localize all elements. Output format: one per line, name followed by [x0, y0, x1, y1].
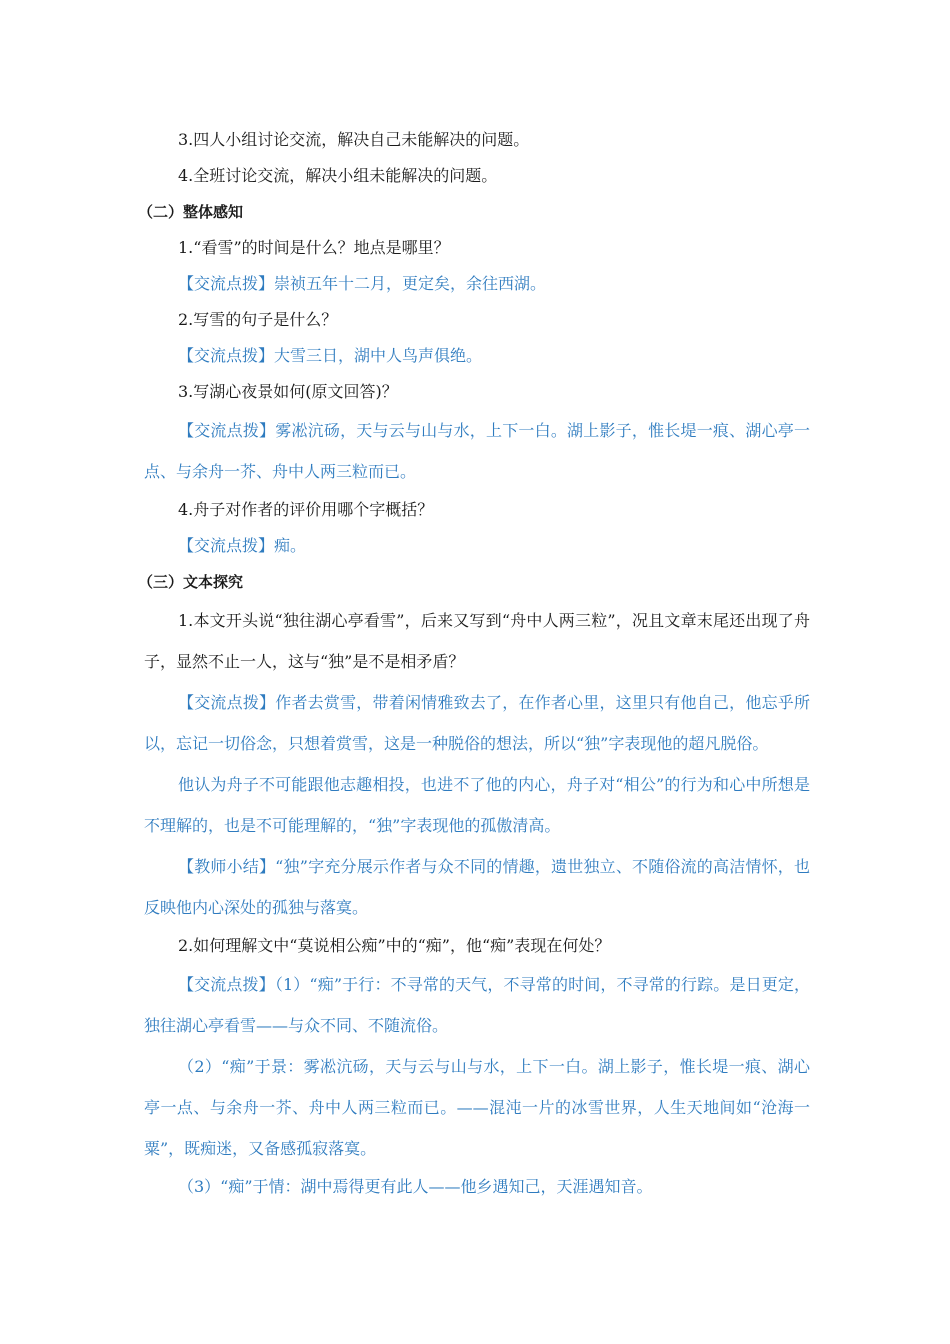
answer-5-part-1: 【交流点拨】作者去赏雪，带着闲情雅致去了，在作者心里，这里只有他自己，他忘乎所以，忘记一切俗念，只想着赏雪，这是一种脱俗的想法，所以“独”字表现他的超凡脱俗。	[144, 693, 810, 753]
question-6: 2.如何理解文中“莫说相公痴”中的“痴”，他“痴”表现在何处？	[178, 936, 611, 955]
answer-5-part-2: 他认为舟子不可能跟他志趣相投，也进不了他的内心，舟子对“相公”的行为和心中所想是不理解的，也是不可能理解的，“独”字表现他的孤傲清高。	[144, 775, 810, 835]
question-1: 1.“看雪”的时间是什么？地点是哪里？	[178, 238, 450, 257]
answer-6-part-1: 【交流点拨】（1）“痴”于行：不寻常的天气，不寻常的时间，不寻常的行踪。是日更定，独往湖心亭看雪——与众不同、不随流俗。	[144, 975, 810, 1035]
answer-2: 【交流点拨】大雪三日，湖中人鸟声俱绝。	[178, 346, 483, 365]
answer-1: 【交流点拨】崇祯五年十二月，更定矣，余往西湖。	[178, 274, 547, 293]
section-heading-overall: （二）整体感知	[138, 203, 244, 221]
question-2: 2.写雪的句子是什么？	[178, 310, 338, 329]
step-4-text: 4.全班讨论交流，解决小组未能解决的问题。	[178, 166, 498, 185]
step-3-text: 3.四人小组讨论交流，解决自己未能解决的问题。	[178, 130, 530, 149]
question-5: 1.本文开头说“独往湖心亭看雪”，后来又写到“舟中人两三粒”，况且文章末尾还出现了舟子，显然不止一人，这与“独”是不是相矛盾？	[144, 611, 810, 671]
section-heading-explore: （三）文本探究	[138, 573, 244, 591]
question-4: 4.舟子对作者的评价用哪个字概括？	[178, 500, 434, 519]
teacher-summary: 【教师小结】“独”字充分展示作者与众不同的情趣，遗世独立、不随俗流的高洁情怀，也反映他内心深处的孤独与落寞。	[144, 857, 810, 917]
answer-4: 【交流点拨】痴。	[178, 536, 307, 555]
question-3: 3.写湖心夜景如何(原文回答)？	[178, 382, 398, 401]
answer-3: 【交流点拨】雾凇沆砀，天与云与山与水，上下一白。湖上影子，惟长堤一痕、湖心亭一点、与余舟一芥、舟中人两三粒而已。	[144, 421, 810, 481]
answer-6-part-2: （2）“痴”于景：雾凇沆砀，天与云与山与水，上下一白。湖上影子，惟长堤一痕、湖心亭一点、与余舟一芥、舟中人两三粒而已。——混沌一片的冰雪世界，人生天地间如“沧海一粟”，既痴迷，又备感孤寂落寞。	[144, 1057, 810, 1158]
answer-6-part-3: （3）“痴”于情：湖中焉得更有此人——他乡遇知己，天涯遇知音。	[178, 1177, 653, 1196]
